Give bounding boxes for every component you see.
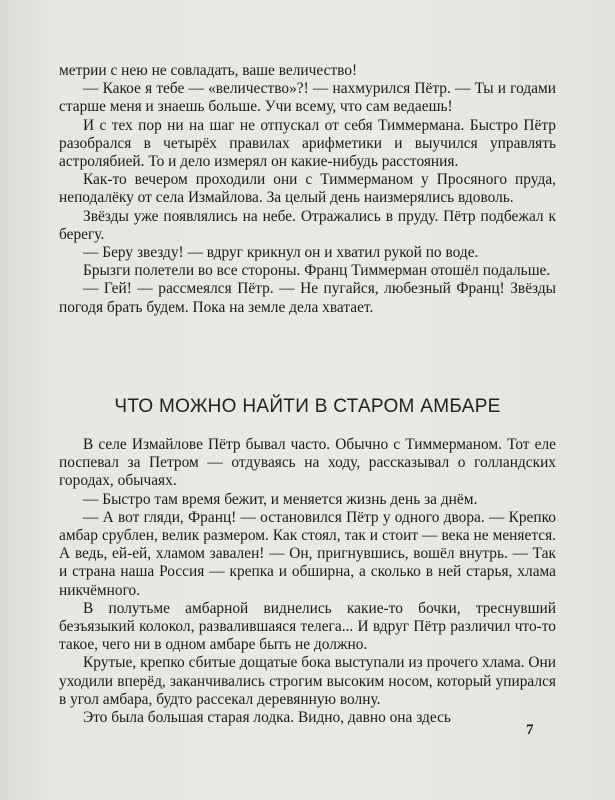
paragraph: — А вот гляди, Франц! — остановился Пётр у одного двора. — Крепко амбар срублен, велик размером. Как стоял, так и стоит — века не меняется. А ведь, ей-ей, хламом завален! — Он, пригнувшись, вошёл внутрь. — Так и страна наша Россия — крепка и обширна, а сколько в ней старья, хлама никчёмного. <box>59 508 556 599</box>
paragraph: — Быстро там время бежит, и меняется жизнь день за днём. <box>83 490 478 508</box>
paragraph: Как-то вечером проходили они с Тиммерманом у Просяного пруда, неподалёку от села Измайлова. За целый день наизмерялись вдоволь. <box>59 171 556 207</box>
paragraph: Крутые, крепко сбитые дощатые бока выступали из прочего хлама. Они уходили вперёд, заканчивались строгим высоким носом, который упирался в угол амбара, будто рассекал деревянную волну. <box>59 654 556 708</box>
paragraph: В полутьме амбарной виднелись какие-то бочки, треснувший безъязыкий колокол, развалившаяся телега... И вдруг Пётр различил что-то такое, чего ни в одном амбаре быть не должно. <box>59 599 556 654</box>
text-block-bottom <box>59 436 556 727</box>
paragraph: метрии с нею не совладать, ваше величество! <box>59 62 358 79</box>
text-block-top <box>59 62 556 317</box>
paragraph: И с тех пор ни на шаг не отпускал от себя Тиммермана. Быстро Пётр разобрался в четырёх правилах арифметики и выучился управлять астролябией. То и дело измерял он какие-нибудь расстояния. <box>59 116 556 171</box>
paragraph: Брызги полетели во все стороны. Франц Тиммерман отошёл подальше. <box>83 262 551 280</box>
page-number: 7 <box>526 722 534 738</box>
paragraph: — Гей! — рассмеялся Пётр. — Не пугайся, любезный Франц! Звёзды погодя брать будем. Пока на земле дела хватает. <box>59 280 556 316</box>
paragraph: Звёзды уже появлялись на небе. Отражались в пруду. Пётр подбежал к берегу. <box>59 207 556 243</box>
chapter-title: ЧТО МОЖНО НАЙТИ В СТАРОМ АМБАРЕ <box>114 396 501 417</box>
paragraph: В селе Измайлове Пётр бывал часто. Обычно с Тиммерманом. Тот еле поспевал за Петром — отдуваясь на ходу, рассказывал о голландских городах, обычаях. <box>59 436 556 490</box>
paragraph: Это была большая старая лодка. Видно, давно она здесь <box>83 709 451 727</box>
paragraph: — Беру звезду! — вдруг крикнул он и хватил рукой по воде. <box>83 244 479 262</box>
paragraph: — Какое я тебе — «величество»?! — нахмурился Пётр. — Ты и годами старше меня и знаешь больше. Учи всему, что сам ведаешь! <box>59 80 556 116</box>
